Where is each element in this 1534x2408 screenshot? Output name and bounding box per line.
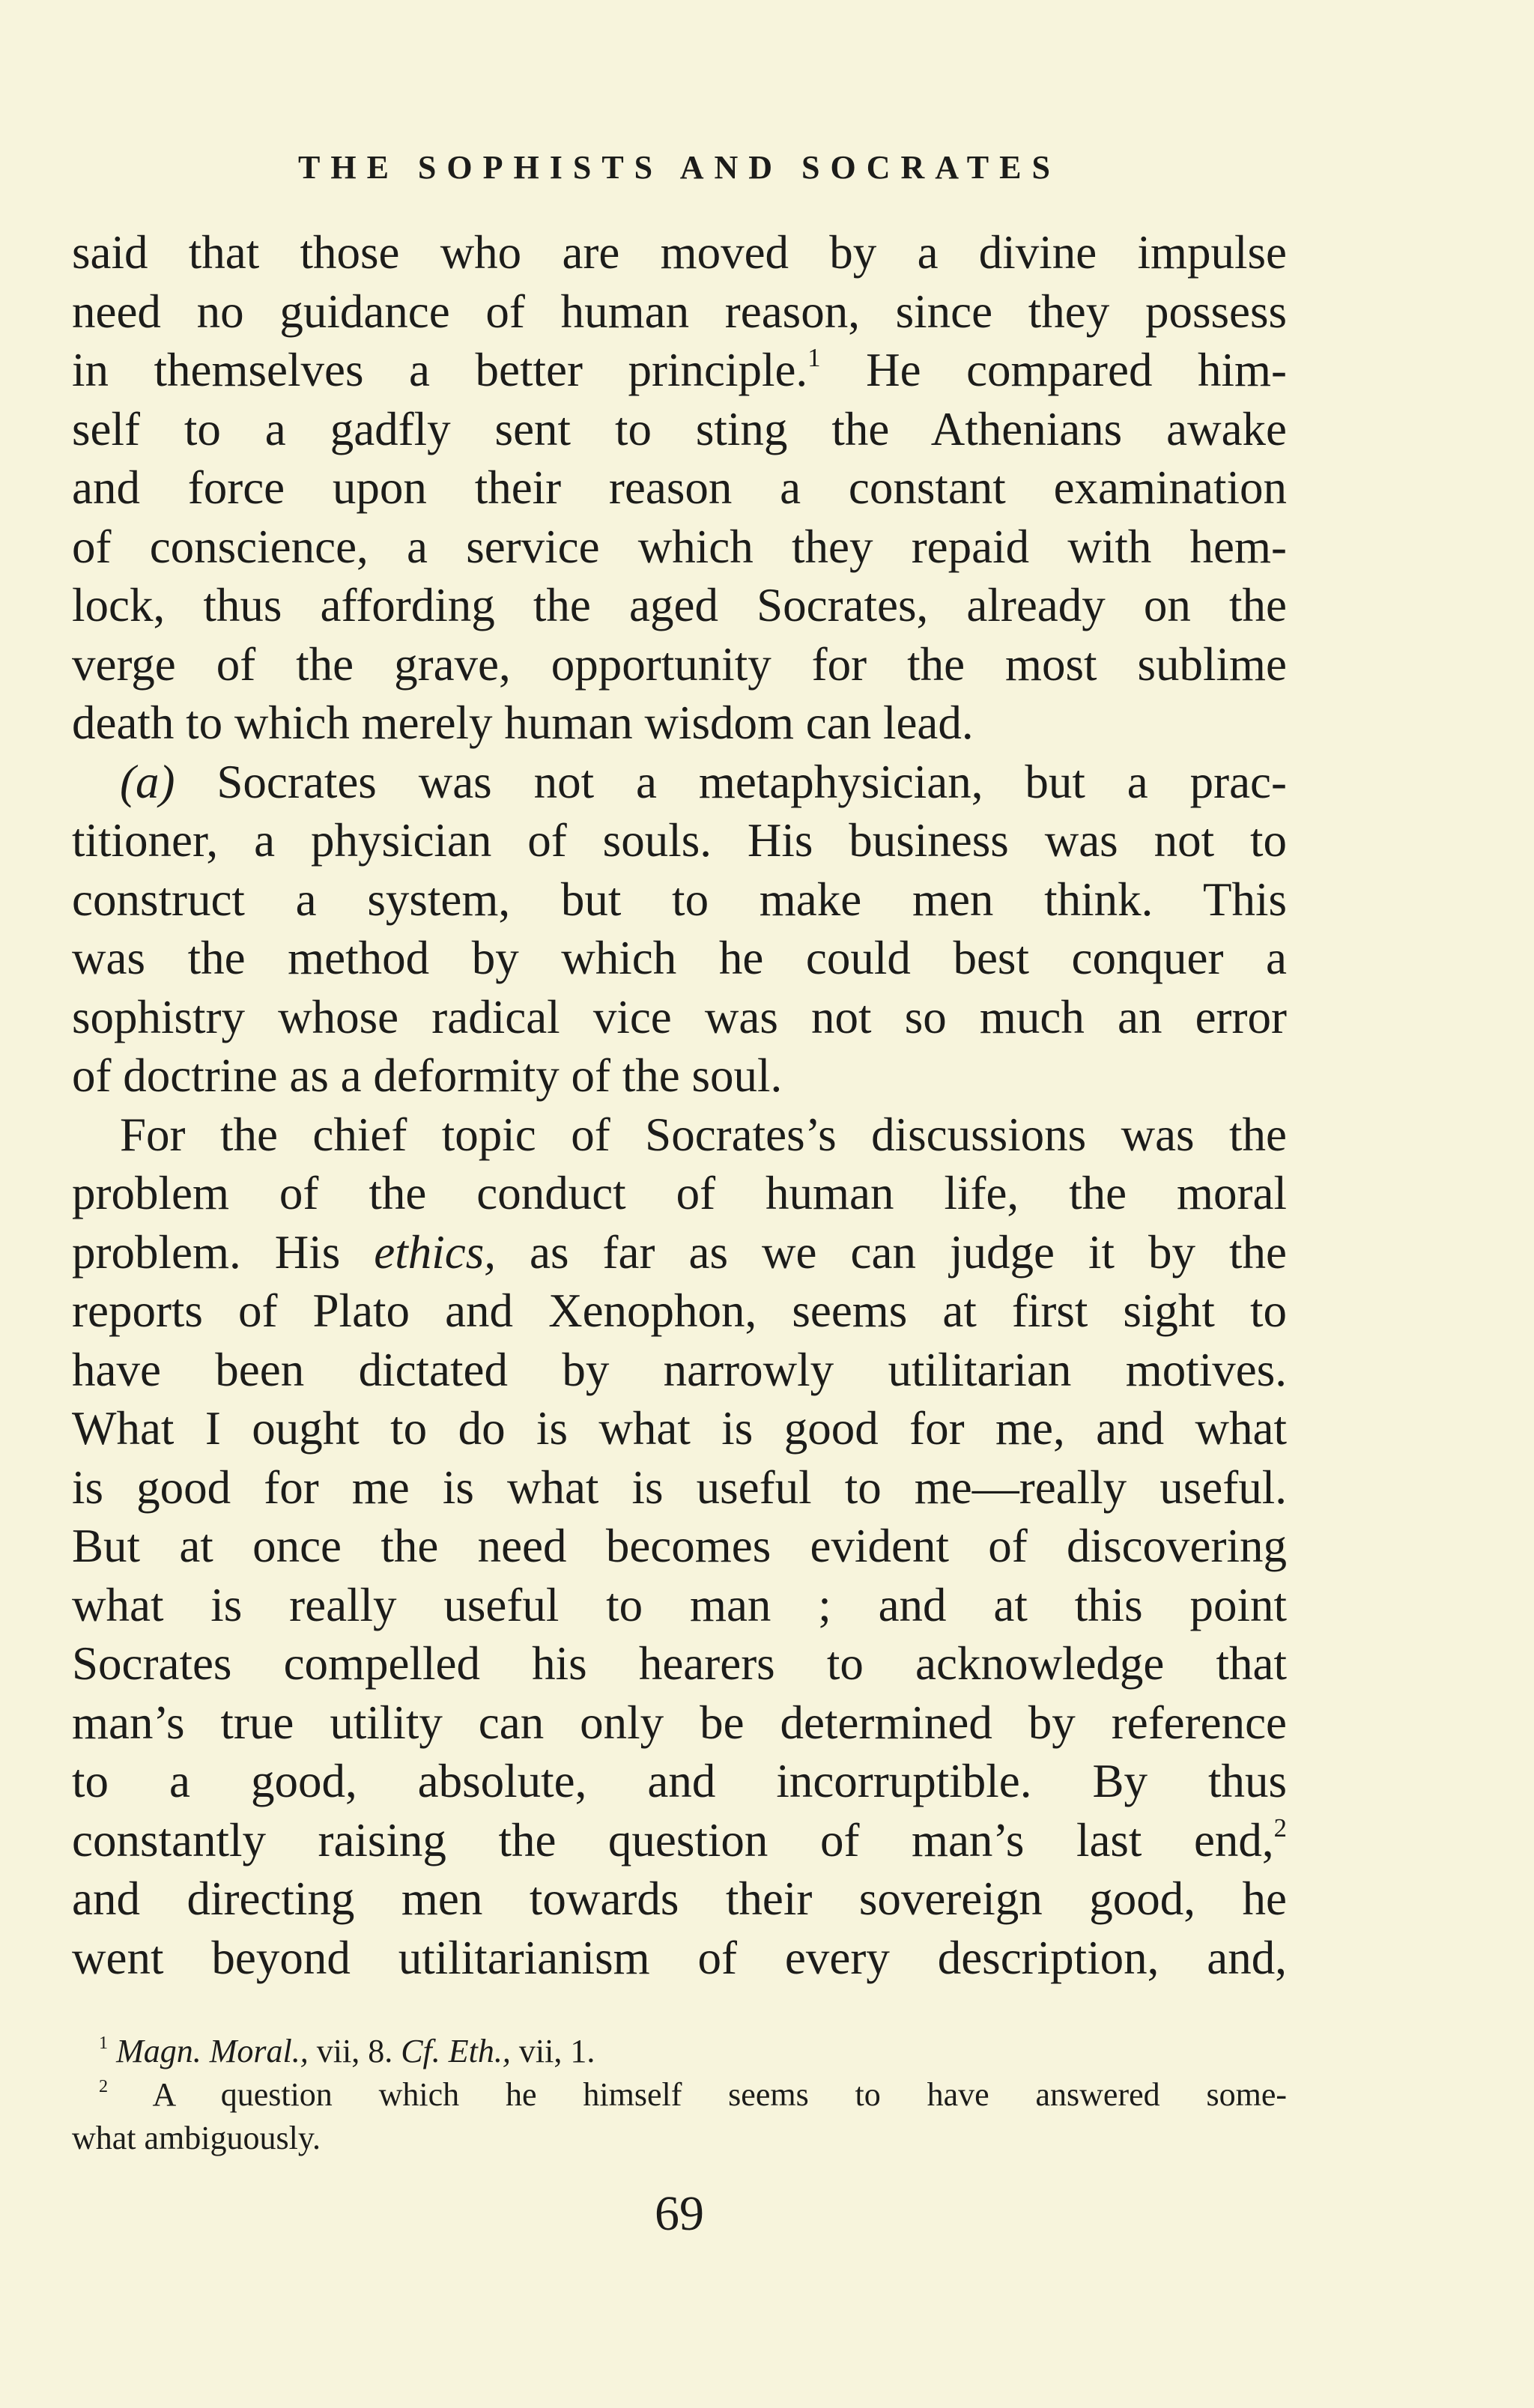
footnote-number: 2 xyxy=(99,2075,109,2096)
text-line xyxy=(72,753,1287,812)
text-line: have been dictated by narrowly utilitarian motives. xyxy=(72,1343,1287,1396)
text-line: For the chief topic of Socrates’s discussions was the xyxy=(120,1108,1287,1161)
footnote-text: vii, 8. xyxy=(316,2033,393,2069)
footnote-2-continued: what ambiguously. xyxy=(72,2120,321,2156)
text-line: But at once the need becomes evident of discovering xyxy=(72,1520,1287,1572)
text-line xyxy=(72,1223,1287,1282)
text-line: What I ought to do is what is good for me, and what xyxy=(72,1402,1287,1455)
book-page xyxy=(72,0,1287,2408)
text-line: man’s true utility can only be determined by reference xyxy=(72,1696,1287,1749)
footnote-marker: 1 xyxy=(807,344,821,373)
text-line: went beyond utilitarianism of every description, and, xyxy=(72,1931,1287,1984)
text-line: titioner, a physician of souls. His business was not to xyxy=(72,814,1287,867)
text-line: and directing men towards their sovereign good, he xyxy=(72,1872,1287,1925)
text-line: reports of Plato and Xenophon, seems at first sight to xyxy=(72,1285,1287,1337)
text-fragment: in themselves a better principle. xyxy=(72,344,808,396)
footnote-text: A question which he himself seems to have answered some- xyxy=(152,2076,1288,2113)
text-line: self to a gadfly sent to sting the Athenians awake xyxy=(72,402,1287,455)
page-number: 69 xyxy=(655,2186,704,2241)
text-line: of doctrine as a deformity of the soul. xyxy=(72,1049,783,1102)
text-fragment: problem. His xyxy=(72,1225,341,1279)
text-line xyxy=(72,341,1287,400)
text-line: and force upon their reason a constant examination xyxy=(72,461,1287,514)
footnote-text: vii, 1. xyxy=(518,2033,595,2069)
paragraph-label: (a) xyxy=(120,755,175,808)
text-fragment: Socrates was not a metaphysician, but a prac- xyxy=(216,755,1287,808)
text-line xyxy=(72,1811,1287,1870)
text-line: Socrates compelled his hearers to acknowledge that xyxy=(72,1637,1287,1690)
footnote-marker: 2 xyxy=(1273,1813,1287,1843)
text-line: of conscience, a service which they repaid with hem- xyxy=(72,520,1287,573)
text-line: said that those who are moved by a divine impulse xyxy=(72,226,1287,279)
text-line: death to which merely human wisdom can lead. xyxy=(72,697,974,749)
emphasized-word: ethics, xyxy=(374,1225,496,1279)
body-text xyxy=(72,223,1287,1987)
text-line: to a good, absolute, and incorruptible. By thus xyxy=(72,1755,1287,1807)
text-line: was the method by which he could best conquer a xyxy=(72,932,1287,984)
footnotes xyxy=(72,2030,1287,2160)
text-line: verge of the grave, opportunity for the most sublime xyxy=(72,637,1287,691)
footnote-number: 1 xyxy=(99,2032,109,2053)
text-line: need no guidance of human reason, since they possess xyxy=(72,285,1287,338)
text-line: sophistry whose radical vice was not so much an error xyxy=(72,990,1287,1043)
footnote-1 xyxy=(72,2030,1287,2073)
text-fragment: constantly raising the question of man’s last end, xyxy=(72,1813,1274,1866)
text-fragment: He compared him- xyxy=(866,344,1287,396)
text-line: problem of the conduct of human life, the moral xyxy=(72,1167,1287,1219)
text-line: lock, thus affording the aged Socrates, already on the xyxy=(72,579,1287,631)
text-fragment: as far as we can judge it by the xyxy=(530,1225,1288,1279)
text-line: what is really useful to man ; and at this point xyxy=(72,1578,1287,1631)
footnote-reference: Cf. Eth., xyxy=(401,2033,511,2069)
footnote-2 xyxy=(72,2073,1287,2117)
text-line: construct a system, but to make men think. This xyxy=(72,873,1287,926)
running-head: THE SOPHISTS AND SOCRATES xyxy=(298,149,1061,186)
text-line: is good for me is what is useful to me—really useful. xyxy=(72,1461,1287,1514)
footnote-reference: Magn. Moral., xyxy=(116,2033,309,2069)
